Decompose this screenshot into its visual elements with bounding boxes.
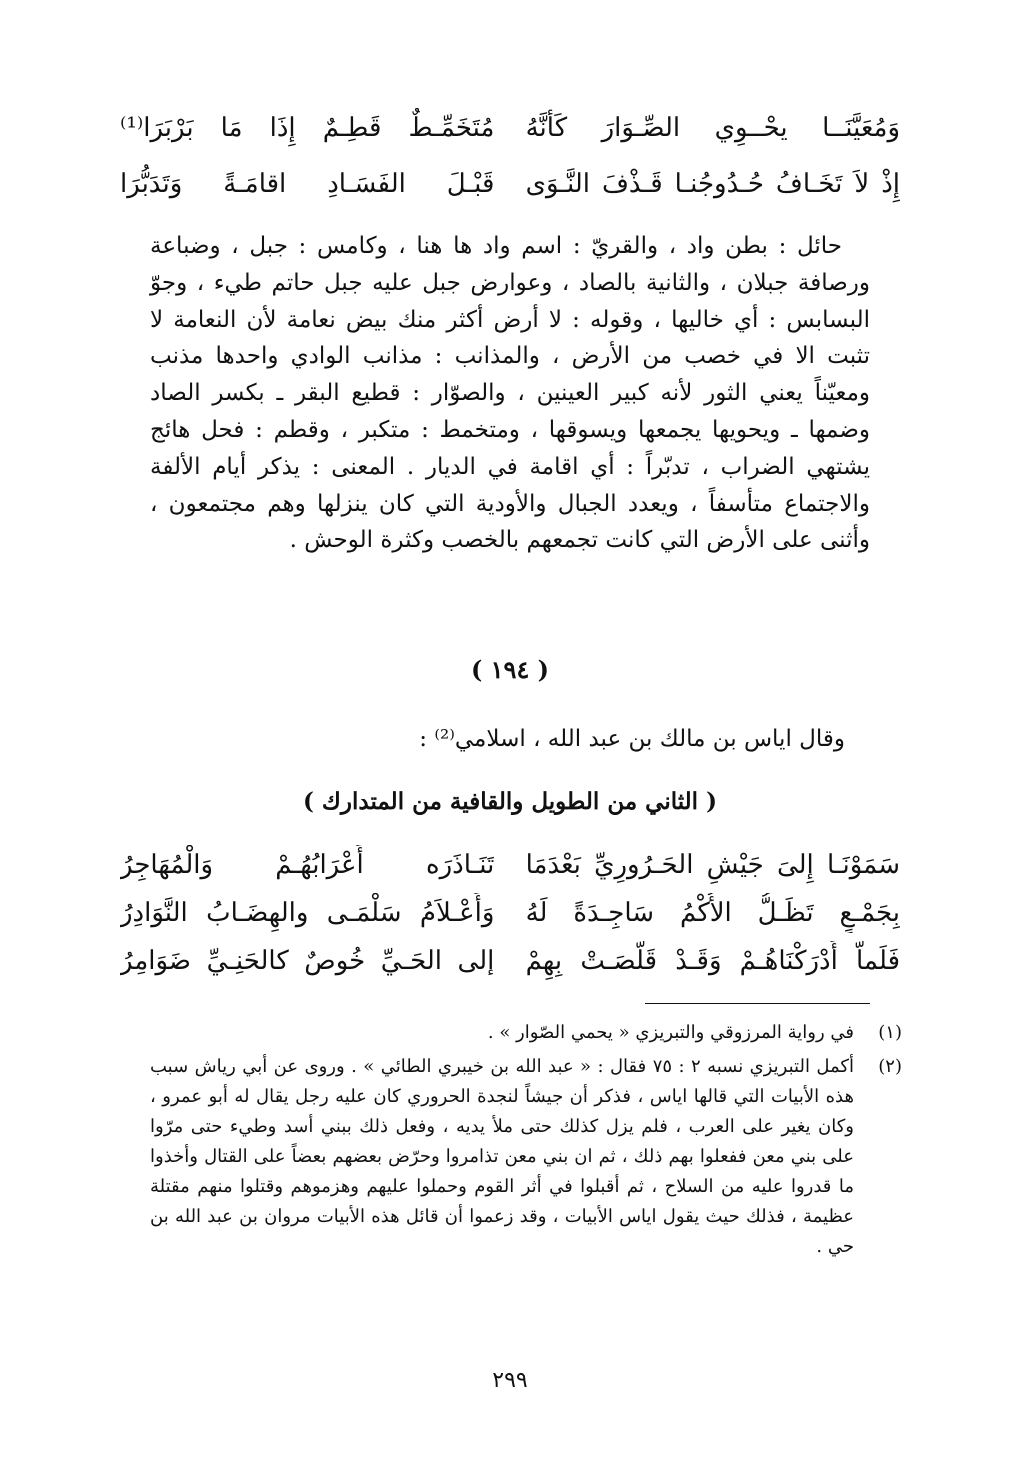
poem-introduction: وقال اياس بن مالك بن عبد الله ، اسلامي⁽²⁾ : [419, 726, 845, 752]
top-verses [120, 108, 900, 204]
verse-first-hemistich: بِجَمْـعٍ تَظَـلُّ الأُكْمُ سَاجِـدَةً لَهُ [525, 898, 900, 928]
verse-second-hemistich: تَنَـاذَرَه أَعْرَابُهُـمْ وَالْمُهَاجِرُ [120, 850, 495, 880]
footnote-marker: (٢) [878, 1056, 902, 1077]
verse-first-hemistich: إِذْ لاَ تَخَـافُ حُـدُوجُنـا قَـذْفَ النَّـوَى [525, 169, 900, 199]
verse-line [120, 893, 900, 933]
verse-line [120, 108, 900, 148]
commentary-paragraph: حائل : بطن واد ، والقريّ : اسم واد ها هنا ، وكامس : جبل ، وضباعة ورصافة جبلان ، والثانية بالصاد ، وعوارض جبل عليه جبل حاتم طيء ، وجوّ البسابس : أي خاليها ، وقوله : لا أرض أكثر منك بيض نعامة لأن النعامة لا تثبت الا في خصب من الأرض ، والمذانب : مذانب الوادي واحدها مذنب ومعيّناً يعني الثور لأنه كبير العينين ، والصوّار : قطيع البقر ـ بكسر الصاد وضمها ـ ويحويها يجمعها ويسوقها ، ومتخمط : متكبر ، وقطم : فحل هائج يشتهي الضراب ، تدبّراً : أي اقامة في الديار . المعنى : يذكر أيام الألفة والاجتماع متأسفاً ، ويعدد الجبال والأودية التي كان ينزلها وهم مجتمعون ، وأثنى على الأرض التي كانت تجمعهم بالخصب وكثرة الوحش . [150, 233, 870, 554]
verse-line [120, 941, 900, 981]
meter-heading: ( الثاني من الطويل والقافية من المتدارك ) [303, 788, 717, 815]
verse-second-hemistich: وَأَعْـلاَمُ سَلْمَـى والهِضَـابُ النَّوَادِرُ [120, 898, 495, 928]
poem-verses [120, 845, 900, 981]
verse-first-hemistich: فَلَماَّ أَدْرَكْنَاهُـمْ وَقَـدْ قَلَّصَـتْ بِهِمْ [525, 946, 900, 976]
verse-second-hemistich: إلى الحَـيِّ خُوصٌ كالحَنِـيِّ ضَوَامِرُ [120, 946, 495, 976]
footnote [150, 1018, 902, 1048]
verse-first-hemistich: وَمُعَيَّنَــا يحْــوِي الصِّـوَارَ كَأَنَّهُ [525, 113, 900, 143]
page-number: ٢٩٩ [492, 1368, 528, 1393]
verse-line [120, 845, 900, 885]
footnote-marker: (١) [878, 1022, 902, 1043]
verse-line [120, 164, 900, 204]
commentary-block [150, 228, 870, 559]
footnote-divider [645, 1003, 870, 1004]
footnotes [150, 1018, 902, 1266]
verse-first-hemistich: سَمَوْنَـا إِلىَ جَيْشِ الحَـرُورِيِّ بَعْدَمَا [525, 850, 900, 880]
verse-second-hemistich: مُتَخَمِّـطٌ قَطِـمٌ إِذَا مَا بَرْبَرَا⁽¹⁾ [120, 113, 495, 143]
footnote-text: أكمل التبريزي نسبه ٢ : ٧٥ فقال : « عبد الله بن خيبري الطائي » . وروى عن أبي رياش سبب هذه الأبيات التي قالها اياس ، فذكر أن جيشاً لنجدة الحروري كان عليه رجل يقال له أبو عمرو ، وكان يغير على العرب ، فلم يزل كذلك حتى ملأ يديه ، وفعل ذلك ببني أسد وطيء حتى مرّوا على بني معن ففعلوا بهم ذلك ، ثم ان بني معن تذامروا وحرّض بعضهم بعضاً على القتال وأخذوا ما قدروا عليه من السلاح ، ثم أقبلوا في أثر القوم وحملوا عليهم وهزموهم وقتلوا منهم مقتلة عظيمة ، فذلك حيث يقول اياس الأبيات ، وقد زعموا أن قائل هذه الأبيات مروان بن عبد الله بن حي . [150, 1056, 854, 1257]
verse-second-hemistich: قَبْـلَ الفَسَـادِ اقامَـةً وَتَدَبُّرَا [120, 169, 495, 199]
footnote [150, 1052, 902, 1262]
poem-number: ( ١٩٤ ) [470, 655, 550, 684]
footnote-text: في رواية المرزوقي والتبريزي « يحمي الصّوار » . [487, 1022, 854, 1043]
